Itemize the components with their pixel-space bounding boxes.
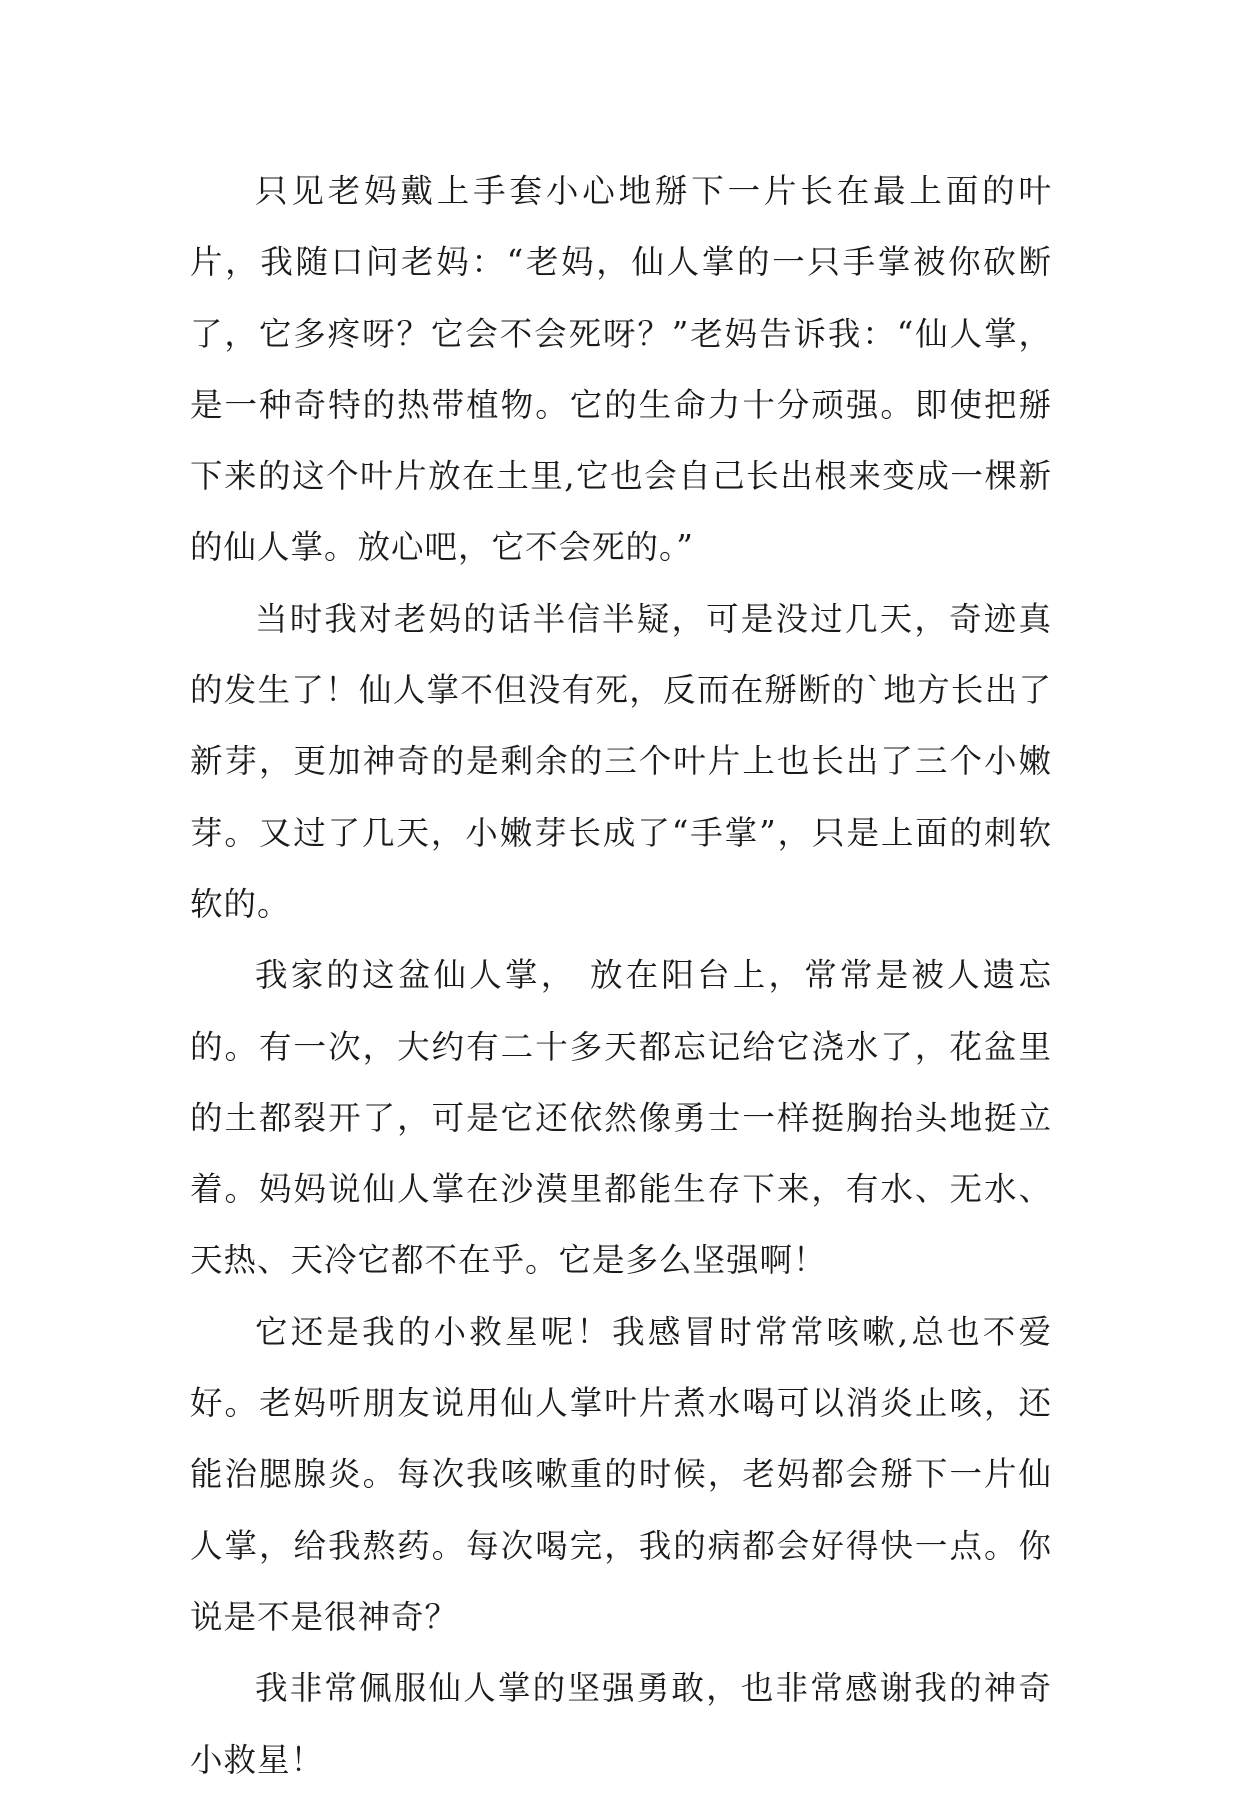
paragraph-2: 当时我对老妈的话半信半疑，可是没过几天，奇迹真的发生了！仙人掌不但没有死，反而在掰断的`地方长出了新芽，更加神奇的是剩余的三个叶片上也长出了三个小嫩芽。又过了几天，小嫩芽长成了“手掌”，只是上面的刺软软的。 (190, 599, 1052, 923)
paragraph-5: 我非常佩服仙人掌的坚强勇敢，也非常感谢我的神奇小救星！ (190, 1669, 1052, 1779)
paragraph-1: 只见老妈戴上手套小心地掰下一片长在最上面的叶片，我随口问老妈：“老妈，仙人掌的一只手掌被你砍断了，它多疼呀？它会不会死呀？”老妈告诉我：“仙人掌，是一种奇特的热带植物。它的生命力十分顽强。即使把掰下来的这个叶片放在土里,它也会自己长出根来变成一棵新的仙人掌。放心吧，它不会死的。” (190, 172, 1052, 567)
paragraph-4: 它还是我的小救星呢！我感冒时常常咳嗽,总也不爱好。老妈听朋友说用仙人掌叶片煮水喝可以消炎止咳，还能治腮腺炎。每次我咳嗽重的时候，老妈都会掰下一片仙人掌，给我熬药。每次喝完，我的病都会好得快一点。你说是不是很神奇？ (190, 1312, 1052, 1636)
paragraph-3: 我家的这盆仙人掌， 放在阳台上，常常是被人遗忘的。有一次，大约有二十多天都忘记给它浇水了，花盆里的土都裂开了，可是它还依然像勇士一样挺胸抬头地挺立着。妈妈说仙人掌在沙漠里都能生存下来，有水、无水、天热、天冷它都不在乎。它是多么坚强啊！ (190, 956, 1052, 1280)
document-body (190, 156, 1052, 1796)
